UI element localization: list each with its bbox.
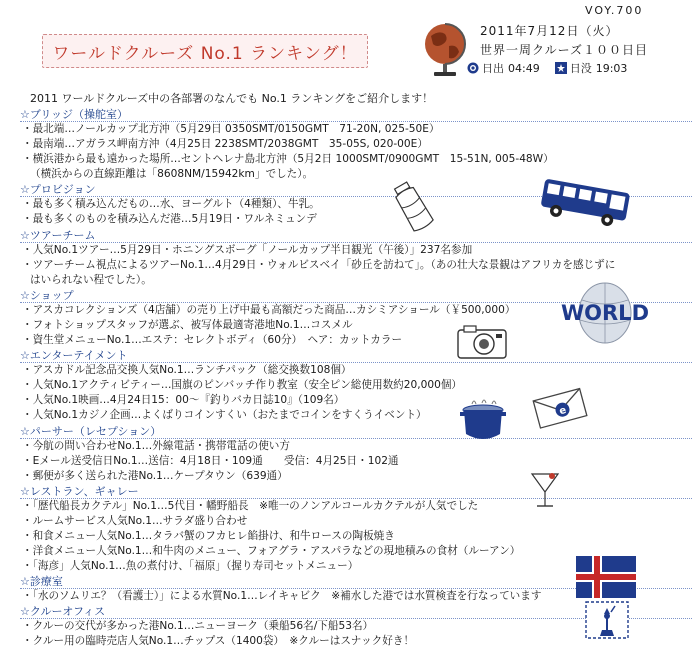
- list-item: ・郵便が多く送られた港No.1…ケープタウン（639通）: [22, 469, 288, 482]
- cocktail-glass-icon: [528, 468, 562, 512]
- list-item: ・資生堂メニューNo.1…エステ：セレクトボディ（60分） ヘア：カットカラー: [22, 334, 403, 347]
- sunset-time: 19:03: [595, 61, 628, 75]
- bus-icon: [536, 178, 636, 226]
- list-item: ・Eメール送受信日No.1…送信：4月18日・109通 受信：4月25日・102通: [22, 454, 399, 467]
- list-item: ・アスカドル記念品交換人気No.1…ランチパック（総交換数108個）: [22, 364, 352, 377]
- list-item: ・「水のソムリエ？（看護士）」による水質No.1…レイキャビク ※補水した港では水質検査を行なっています: [22, 590, 542, 603]
- list-item: はいられない程でした）。: [30, 273, 152, 286]
- section-heading: ☆ブリッジ（操舵室）: [20, 107, 692, 122]
- section-heading: ☆ショップ: [20, 288, 692, 303]
- section-heading: ☆レストラン、ギャレー: [20, 484, 692, 499]
- page-title-box: [42, 34, 368, 68]
- voyage-number: VOY.700: [585, 4, 644, 17]
- sun-times: [466, 60, 641, 76]
- list-item: ・最南端…アガラス岬南方沖（4月25日 2238SMT/2038GMT 35-05S, 020-00E）: [22, 138, 428, 151]
- issue-date: 2011年7月12日（火）: [480, 24, 619, 38]
- page-title: ワールドクルーズ No.1 ランキング！: [52, 43, 358, 64]
- list-item: ・アスカコレクションズ（4店舗）の売り上げ中最も高額だった商品…カシミアショール（￥500,000）: [22, 303, 516, 316]
- list-item: ・フォトショップスタッフが選ぶ、被写体最適寄港地No.1…コスメル: [22, 318, 353, 331]
- list-item: ・ルームサービス人気No.1…サラダ盛り合わせ: [22, 514, 248, 527]
- section-heading: ☆診療室: [20, 574, 692, 589]
- section-heading: ☆パーサー（レセプション）: [20, 424, 692, 439]
- list-item: （横浜からの直線距離は「8608NM/15942km」でした）。: [30, 168, 314, 181]
- iceland-flag-icon: [576, 556, 636, 598]
- list-item: ・クルー用の臨時売店人気No.1…チップス（1400袋） ※クルーはスナック好き！: [22, 635, 415, 648]
- sunset-icon: [554, 61, 568, 75]
- list-item: ・「歴代船長カクテル」No.1…5代目・幡野船長 ※唯一のノンアルコールカクテルが人気でした: [22, 499, 479, 512]
- list-item: ・人気No.1アクティビティー…国旗のピンバッチ作り教室（安全ピン総使用数約20,000個）: [22, 379, 463, 392]
- list-item: ・和食メニュー人気No.1…タラバ蟹のフカヒレ餡掛け、和牛ロースの陶板焼き: [22, 529, 395, 542]
- section-heading: ☆プロビジョン: [20, 182, 692, 197]
- section-heading: ☆ツアーチーム: [20, 228, 692, 243]
- section-tour-team: [20, 228, 692, 288]
- world-logo-icon: [562, 280, 648, 346]
- list-item: ・クルーの交代が多かった港No.1…ニューヨーク（乗船56名/下船53名）: [22, 620, 374, 633]
- sunrise-time: 04:49: [508, 61, 540, 75]
- email-envelope-icon: [532, 390, 590, 426]
- world-logo-text: WORLD: [561, 301, 649, 325]
- camera-icon: [454, 322, 510, 362]
- intro-text: 2011 ワールドクルーズ中の各部署のなんでも No.1 ランキングをご紹介します！: [30, 92, 434, 105]
- sunrise-label: 日出: [482, 62, 504, 75]
- list-item: ・「海彦」人気No.1…魚の煮付け、「福原」（握り寿司セットメニュー）: [22, 560, 359, 573]
- section-heading: ☆エンターテイメント: [20, 348, 692, 363]
- list-item: ・最も多くのものを積み込んだ港…5月19日・ワルネミュンデ: [22, 213, 317, 226]
- list-item: ・人気No.1ツアー…5月29日・ホニングスボーグ「ノールカップ半日観光（午後）」237名参加: [22, 243, 473, 256]
- section-purser: [20, 424, 692, 484]
- globe-icon: [421, 20, 469, 80]
- section-heading: ☆クルーオフィス: [20, 604, 692, 619]
- water-bottle-icon: [388, 176, 438, 234]
- sunrise-group: [466, 60, 540, 76]
- sunset-label: 日没: [569, 62, 592, 75]
- list-item: ・今航の問い合わせNo.1…外線電話・携帯電話の使い方: [22, 439, 290, 452]
- list-item: ・洋食メニュー人気No.1…和牛肉のメニュー、フォアグラ・アスパラなどの現地積みの食材（ルーアン）: [22, 545, 521, 558]
- list-item: ・最北端…ノールカップ北方沖（5月29日 0350SMT/0150GMT 71-20N, 025-50E）: [22, 123, 440, 135]
- sunset-group: [554, 60, 628, 76]
- list-item: ・ツアーチーム視点によるツアーNo.1…4月29日・ウォルビスベイ「砂丘を訪ねて」。（あの壮大な景観はアフリカを感じずに: [22, 258, 616, 271]
- list-item: ・人気No.1カジノ企画…よくばりコインすくい（おたまでコインをすくうイベント）: [22, 409, 427, 422]
- section-bridge: [20, 107, 692, 182]
- cooking-pot-icon: [458, 396, 508, 446]
- lady-liberty-stamp-icon: [584, 600, 630, 640]
- svg-text:e: e: [558, 404, 568, 418]
- list-item: ・最も多く積み込んだもの…水、ヨーグルト（4種類）、牛乳。: [22, 198, 320, 211]
- list-item: ・横浜港から最も遠かった場所…セントヘレナ島北方沖（5月2日 1000SMT/0900GMT 15-51N, 005-48W）: [22, 153, 554, 166]
- section-entertainment: [20, 348, 692, 423]
- list-item: ・人気No.1映画…4月24日15：00～『釣りバカ日誌10』（109名）: [22, 394, 345, 407]
- cruise-day: 世界一周クルーズ１００日目: [480, 43, 649, 57]
